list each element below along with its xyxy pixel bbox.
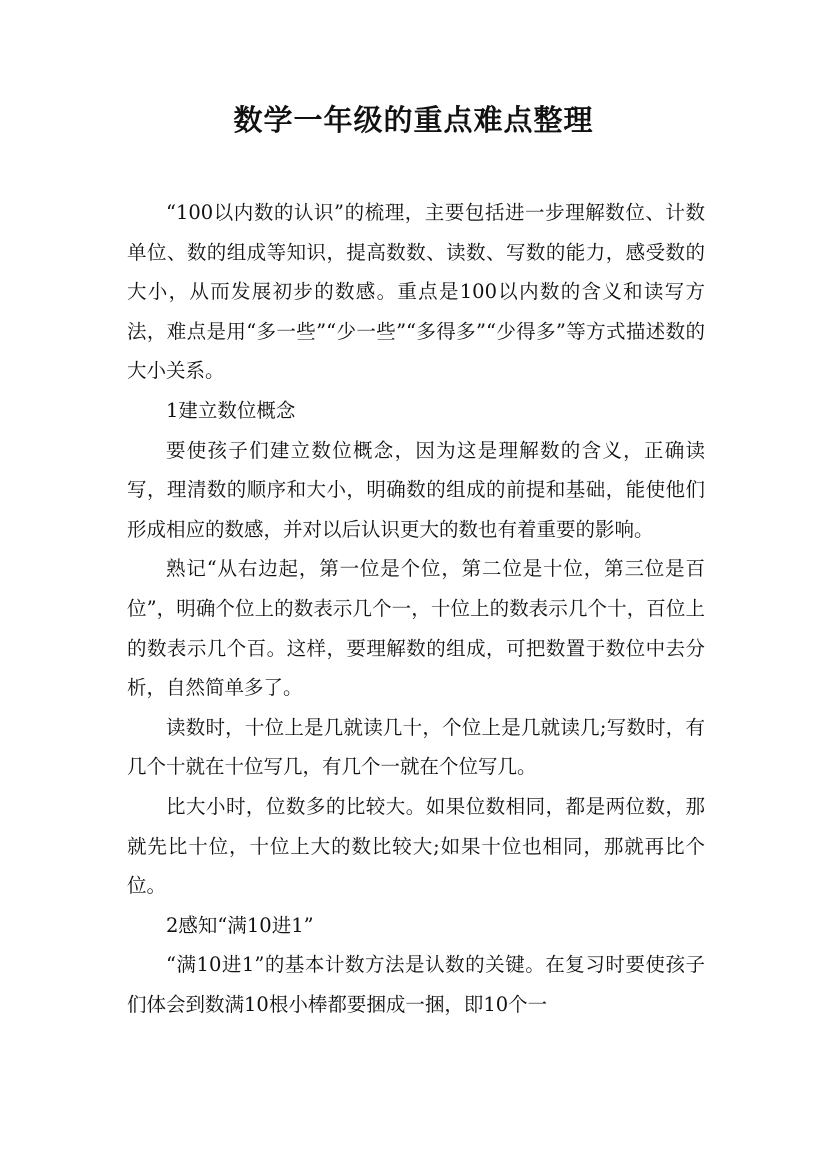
paragraph-place-value-concept: 要使孩子们建立数位概念，因为这是理解数的含义，正确读写，理清数的顺序和大小，明确数的组成的前提和基础，能使他们形成相应的数感，并对以后认识更大的数也有着重要的影响。 [127,438,705,541]
paragraph-compare-size: 比大小时，位数多的比较大。如果位数相同，都是两位数，那就先比十位，十位上大的数比较大;如果十位也相同，那就再比个位。 [127,794,705,898]
paragraph-memorize-places: 熟记“从右边起，第一位是个位，第二位是十位，第三位是百位”，明确个位上的数表示几个一，十位上的数表示几个十，百位上的数表示几个百。这样，要理解数的组成，可把数置于数位中去分析，自然简单多了。 [127,557,705,700]
paragraph-read-write: 读数时，十位上是几就读几十，个位上是几就读几;写数时，有几个十就在十位写几，有几个一就在个位写几。 [127,715,705,779]
section-heading-1: 1建立数位概念 [166,398,296,422]
section-heading-2: 2感知“满10进1” [166,913,314,937]
paragraph-intro: “100以内数的认识”的梳理，主要包括进一步理解数位、计数单位、数的组成等知识，提高数数、读数、写数的能力，感受数的大小，从而发展初步的数感。重点是100以内数的含义和读写方法，难点是用“多一些”“少一些”“多得多”“少得多”等方式描述数的大小关系。 [127,201,705,383]
page-title: 数学一年级的重点难点整理 [233,103,594,137]
paragraph-carry-ten: “满10进1”的基本计数方法是认数的关键。在复习时要使孩子们体会到数满10根小棒都要捆成一捆，即10个一 [127,953,705,1016]
document-body [127,193,705,1024]
